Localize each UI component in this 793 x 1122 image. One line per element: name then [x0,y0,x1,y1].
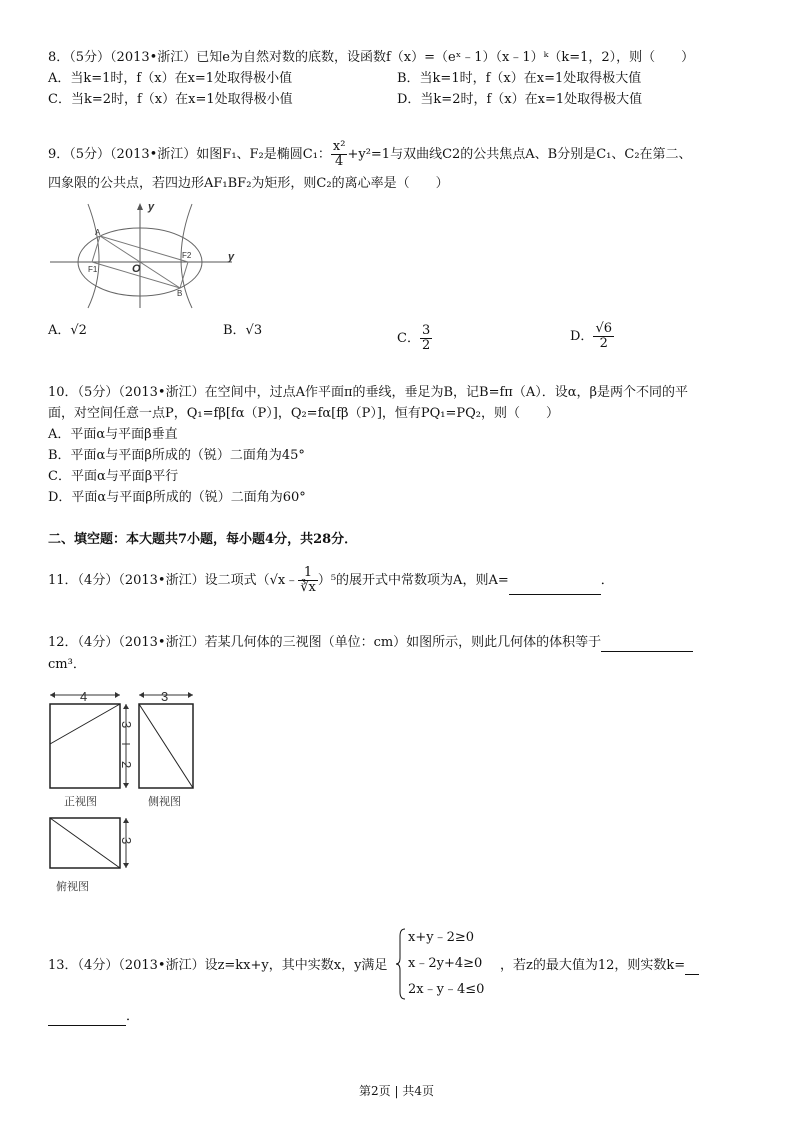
q9-option-c [397,324,432,353]
dim-arrow [123,783,129,788]
q11-suffix: ）⁵的展开式中常数项为A，则A= [317,573,509,588]
dim-arrow [115,692,120,698]
q9-option-d-fraction [593,322,614,351]
q11-fraction [298,566,318,595]
q10-option-b: B．平面α与平面β所成的（锐）二面角为45° [48,448,305,463]
q8-stem: 8．（5分）（2013•浙江）已知e为自然对数的底数，设函数f（x）=（eˣ﹣1）（x﹣1）ᵏ（k=1，2），则（ ） [48,50,695,65]
q11-minus: ﹣ [285,573,299,588]
section-title-fill-in: 二、填空题：本大题共7小题，每小题4分，共28分． [48,532,358,547]
q13-suffix-text: ，若z的最大值为12，则实数k= [500,958,686,973]
q13-stem-suffix [500,957,699,975]
q10-stem-line2: 面，对空间任意一点P，Q₁=fβ[fα（P）]，Q₂=fα[fβ（P）]，恒有PQ₁=PQ₂，则（ ） [48,406,560,421]
fig-label-y: y [148,201,155,213]
dim-arrow [139,692,144,698]
q9-option-b: B．√3 [223,323,263,338]
q9-ellipse-fraction [331,140,348,169]
q13-brace [396,928,406,1000]
q11-sqrt-x: √x [269,573,286,588]
q10-option-c: C．平面α与平面β平行 [48,469,179,484]
q9-stem [48,140,692,169]
dim-arrow [123,863,129,868]
q9-stem-line2: 四象限的公共点，若四边形AF₁BF₂为矩形，则C₂的离心率是（ ） [48,176,449,191]
q8-option-a: A．当k=1时，f（x）在x=1处取得极小值 [48,71,293,86]
y-axis-arrow [137,203,143,210]
side-view-diagonal [139,704,193,788]
q13-constraint-2: x﹣2y+4≥0 [408,956,483,971]
q13-answer-blank-start[interactable] [685,961,699,975]
q9-option-d [570,322,614,351]
q13-end: ． [126,1009,140,1024]
top-view-caption: 俯视图 [56,881,89,893]
q12-three-views-figure [44,688,204,900]
side-width-label: 3 [161,689,169,704]
q9-option-d-label: D． [570,329,594,344]
q9-stem-part2: +y²=1与双曲线C2的公共焦点A、B分别是C₁、C₂在第二、 [347,147,692,162]
fig-label-f1: F1 [88,265,98,274]
q8-option-b: B．当k=1时，f（x）在x=1处取得极大值 [397,71,642,86]
q11-prefix: 11．（4分）（2013•浙江）设二项式（ [48,573,270,588]
fig-label-x: y [228,251,235,263]
top-view-diagonal [50,818,120,868]
page-footer: 第2页 | 共4页 [359,1084,434,1098]
fig-label-o: O [132,263,141,275]
q9-stem-part1: 9．（5分）（2013•浙江）如图F₁、F₂是椭圆C₁： [48,147,331,162]
dim-arrow [123,704,129,709]
dim-arrow [188,692,193,698]
q11-stem [48,566,614,595]
front-view-caption: 正视图 [64,796,97,808]
q10-option-d: D．平面α与平面β所成的（锐）二面角为60° [48,490,306,505]
q12-stem-line1 [48,634,693,652]
q12-answer-blank[interactable] [601,638,693,652]
q13-stem-prefix: 13．（4分）（2013•浙江）设z=kx+y，其中实数x，y满足 [48,958,388,973]
q9-option-c-den: 2 [421,338,431,353]
q9-ellipse-figure [48,200,248,312]
q11-frac-den: ∛x [300,580,316,595]
q8-option-d: D．当k=2时，f（x）在x=1处取得极大值 [397,92,643,107]
q12-stem-text: 12．（4分）（2013•浙江）若某几何体的三视图（单位：cm）如图所示，则此几何体的体积等于 [48,635,602,650]
fig-label-f2: F2 [182,251,192,260]
top-height-label: 3 [119,837,134,845]
q9-option-d-num: √6 [595,321,612,336]
q10-option-a: A．平面α与平面β垂直 [48,427,178,442]
q13-answer-line [48,1008,139,1026]
q9-option-c-label: C． [397,331,420,346]
q9-option-d-den: 2 [599,336,608,351]
side-view-caption: 侧视图 [148,796,181,808]
q13-constraint-1: x+y﹣2≥0 [408,930,475,945]
front-view-diagonal [50,704,120,744]
front-height-label-3: 3 [119,721,134,729]
q13-answer-blank[interactable] [48,1012,126,1026]
q9-option-c-fraction [420,324,432,353]
front-view-rect [50,704,120,788]
q9-option-a: A．√2 [48,323,87,338]
fig-label-b: B [177,289,183,298]
q11-answer-blank[interactable] [509,581,601,595]
dim-arrow [50,692,55,698]
q11-frac-num: 1 [298,566,318,581]
q12-stem-line2: cm³． [48,657,86,672]
dim-arrow [123,818,129,823]
q9-option-c-num: 3 [421,323,431,338]
front-width-label: 4 [80,689,88,704]
q10-stem-line1: 10．（5分）（2013•浙江）在空间中，过点A作平面π的垂线，垂足为B，记B=fπ（A）．设α，β是两个不同的平 [48,385,689,400]
q13-constraint-3: 2x﹣y﹣4≤0 [408,982,485,997]
front-height-label-2: 2 [119,761,134,769]
q11-end: ． [600,573,614,588]
q9-frac-den: 4 [335,154,344,169]
q9-frac-num: x² [332,139,346,154]
fig-label-a: A [95,228,101,237]
q8-option-c: C．当k=2时，f（x）在x=1处取得极小值 [48,92,293,107]
